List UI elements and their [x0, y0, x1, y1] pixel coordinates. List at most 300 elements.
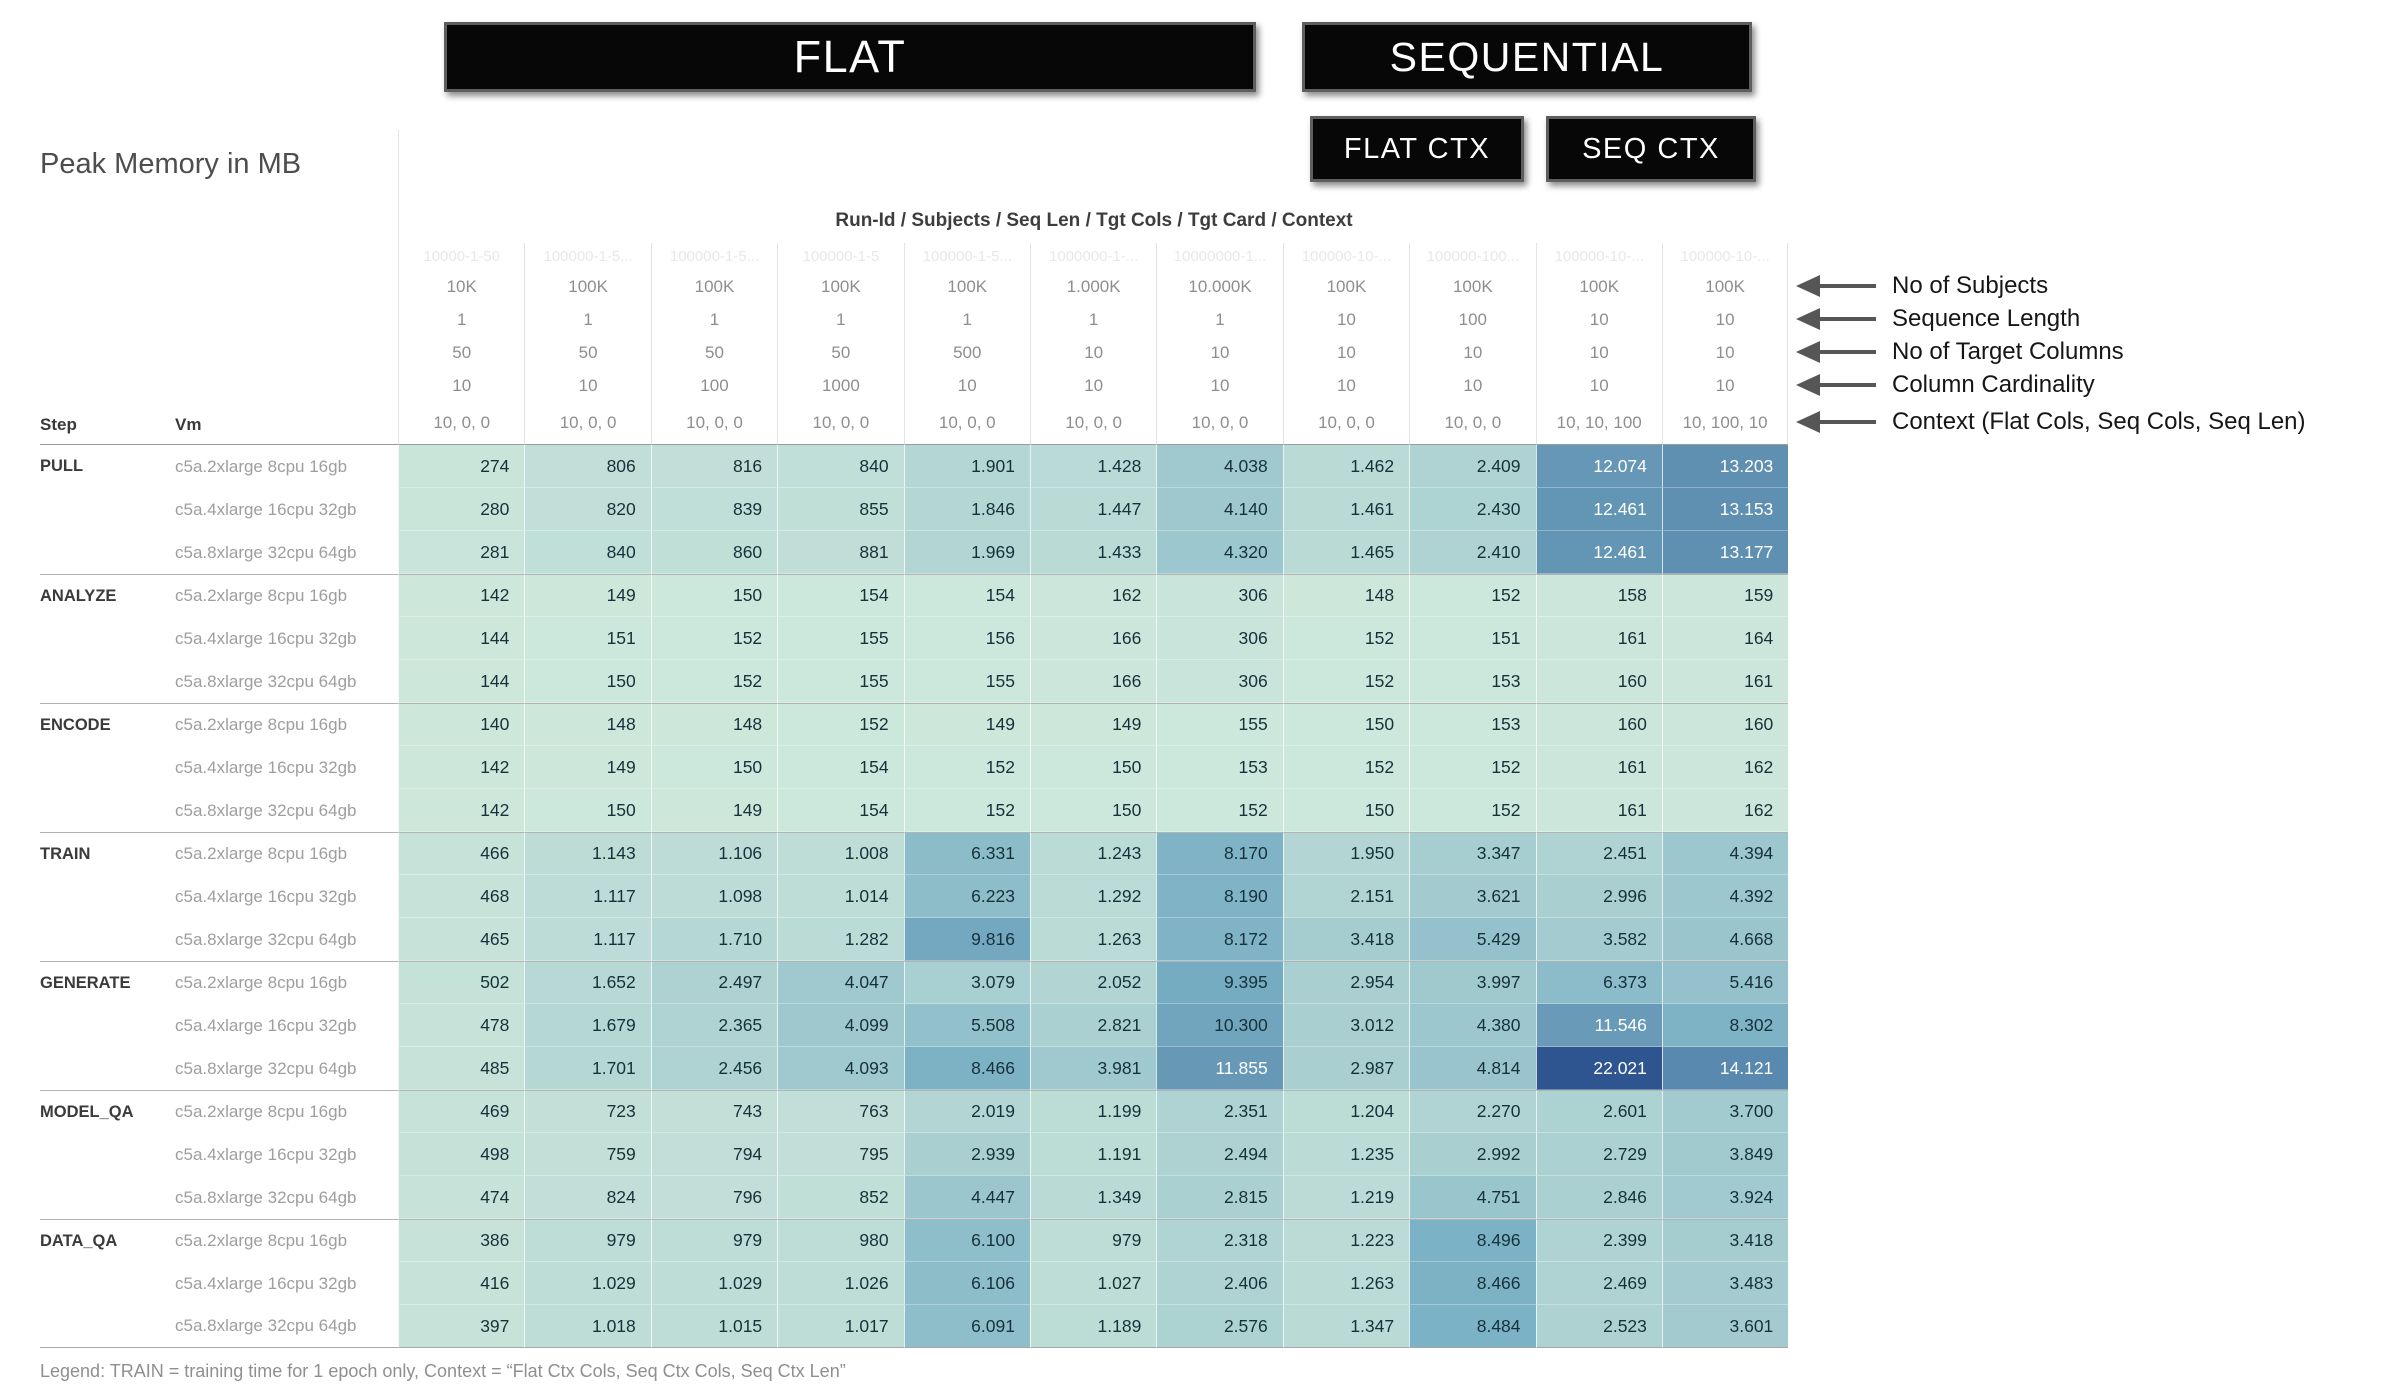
banner-flat-label: FLAT [793, 31, 907, 82]
heatmap-cell: 154 [777, 789, 903, 832]
heatmap-cell: 3.849 [1662, 1133, 1788, 1176]
vm-label: c5a.2xlarge 8cpu 16gb [175, 574, 398, 617]
heatmap-cell: 397 [398, 1305, 524, 1348]
step-label [40, 875, 175, 918]
heatmap-cell: 824 [524, 1176, 650, 1219]
column-header-tgt-card: 10 [1283, 369, 1409, 402]
heatmap-cell: 8.190 [1156, 875, 1282, 918]
column-header-seq-len: 10 [1283, 303, 1409, 336]
heatmap-cell: 144 [398, 617, 524, 660]
heatmap-cell: 12.461 [1536, 531, 1662, 574]
heatmap-cell: 1.263 [1030, 918, 1156, 961]
heatmap-cell: 1.219 [1283, 1176, 1409, 1219]
column-header-seq-len: 1 [524, 303, 650, 336]
heatmap-cell: 153 [1156, 746, 1282, 789]
heatmap-cell: 1.143 [524, 832, 650, 875]
heatmap-cell: 1.292 [1030, 875, 1156, 918]
vm-label: c5a.4xlarge 16cpu 32gb [175, 757, 357, 777]
banner-flat-ctx-label: FLAT CTX [1343, 132, 1491, 165]
heatmap-cell: 2.846 [1536, 1176, 1662, 1219]
heatmap-cell: 3.924 [1662, 1176, 1788, 1219]
column-header-subjects: 100K [1662, 270, 1788, 303]
heatmap-cell: 1.347 [1283, 1305, 1409, 1348]
column-header-run-id: 100000-10-... [1662, 243, 1788, 270]
heatmap-cell: 166 [1030, 617, 1156, 660]
heatmap-cell: 155 [777, 660, 903, 703]
column-header-tgt-cols: 10 [1283, 336, 1409, 369]
heatmap-cell: 469 [398, 1090, 524, 1133]
vm-label: c5a.4xlarge 16cpu 32gb [175, 1144, 357, 1164]
heatmap-cell: 1.018 [524, 1305, 650, 1348]
heatmap-cell: 4.392 [1662, 875, 1788, 918]
column-header-seq-len: 1 [904, 303, 1030, 336]
heatmap-cell: 465 [398, 918, 524, 961]
heatmap-cell: 6.331 [904, 832, 1030, 875]
vm-label: c5a.4xlarge 16cpu 32gb [175, 628, 357, 648]
heatmap-cell: 148 [1283, 574, 1409, 617]
column-header-tgt-cols: 50 [524, 336, 650, 369]
legend-text: Legend: TRAIN = training time for 1 epoch only, Context = “Flat Ctx Cols, Seq Ctx Cols, Seq Ctx Len” [40, 1361, 846, 1381]
column-header-seq-len: 10 [1662, 303, 1788, 336]
heatmap-cell: 8.484 [1409, 1305, 1535, 1348]
step-label: MODEL_QA [40, 1090, 175, 1133]
heatmap-cell: 8.466 [904, 1047, 1030, 1090]
heatmap-cell: 4.814 [1409, 1047, 1535, 1090]
heatmap-cell: 8.302 [1662, 1004, 1788, 1047]
annotation-label: Context (Flat Cols, Seq Cols, Seq Len) [1892, 408, 2306, 435]
column-header-seq-len: 1 [398, 303, 524, 336]
column-header-subjects: 10.000K [1156, 270, 1282, 303]
column-header-subjects: 100K [1409, 270, 1535, 303]
heatmap-cell: 759 [524, 1133, 650, 1176]
heatmap-cell: 149 [1030, 703, 1156, 746]
heatmap-cell: 274 [398, 445, 524, 488]
left-arrow-icon [1796, 411, 1876, 433]
column-header-tgt-cols: 50 [777, 336, 903, 369]
column-header-tgt-cols: 10 [1409, 336, 1535, 369]
step-label: DATA_QA [40, 1219, 175, 1262]
heatmap-cell: 474 [398, 1176, 524, 1219]
heatmap-cell: 2.939 [904, 1133, 1030, 1176]
page-title: Peak Memory in MB [40, 148, 302, 180]
column-header-tgt-cols: 10 [1662, 336, 1788, 369]
heatmap-cell: 161 [1536, 789, 1662, 832]
heatmap-cell: 150 [1030, 789, 1156, 832]
column-header-run-id: 10000-1-50 [398, 243, 524, 270]
heatmap-cell: 3.601 [1662, 1305, 1788, 1348]
heatmap-cell: 151 [1409, 617, 1535, 660]
header-spacer [175, 369, 398, 402]
heatmap-cell: 2.410 [1409, 531, 1535, 574]
heatmap-cell: 2.821 [1030, 1004, 1156, 1047]
heatmap-cell: 149 [524, 746, 650, 789]
heatmap-cell: 502 [398, 961, 524, 1004]
heatmap-cell: 1.710 [651, 918, 777, 961]
heatmap-cell: 795 [777, 1133, 903, 1176]
heatmap-cell: 1.223 [1283, 1219, 1409, 1262]
column-header-run-id: 10000000-1... [1156, 243, 1282, 270]
step-label [40, 1305, 175, 1348]
step-label [40, 1047, 175, 1090]
heatmap-cell: 4.038 [1156, 445, 1282, 488]
column-header-tgt-cols: 50 [651, 336, 777, 369]
heatmap-cell: 3.483 [1662, 1262, 1788, 1305]
heatmap-cell: 150 [651, 574, 777, 617]
vm-label: c5a.4xlarge 16cpu 32gb [175, 499, 357, 519]
heatmap-cell: 2.052 [1030, 961, 1156, 1004]
annotation-row-seq-len [1796, 303, 2080, 335]
column-header-context: 10, 0, 0 [1409, 402, 1535, 445]
column-header-seq-len: 10 [1536, 303, 1662, 336]
heatmap-cell: 159 [1662, 574, 1788, 617]
heatmap-cell: 1.461 [1283, 488, 1409, 531]
heatmap-cell: 6.223 [904, 875, 1030, 918]
heatmap-cell: 1.106 [651, 832, 777, 875]
heatmap-cell: 3.418 [1283, 918, 1409, 961]
heatmap-cell: 155 [904, 660, 1030, 703]
heatmap-cell: 979 [651, 1219, 777, 1262]
vm-column-header: Vm [175, 402, 398, 445]
heatmap-cell: 1.117 [524, 875, 650, 918]
heatmap-cell: 12.074 [1536, 445, 1662, 488]
heatmap-cell: 4.394 [1662, 832, 1788, 875]
heatmap-cell: 155 [777, 617, 903, 660]
heatmap-cell: 4.320 [1156, 531, 1282, 574]
heatmap-cell: 3.997 [1409, 961, 1535, 1004]
heatmap-cell: 152 [1409, 746, 1535, 789]
heatmap-cell: 306 [1156, 617, 1282, 660]
column-header-title: Run-Id / Subjects / Seq Len / Tgt Cols / Tgt Card / Context [835, 210, 1353, 231]
heatmap-cell: 4.751 [1409, 1176, 1535, 1219]
heatmap-cell: 1.969 [904, 531, 1030, 574]
heatmap-cell: 1.433 [1030, 531, 1156, 574]
step-label [40, 789, 175, 832]
heatmap-cell: 151 [524, 617, 650, 660]
heatmap-cell: 6.100 [904, 1219, 1030, 1262]
heatmap-cell: 8.170 [1156, 832, 1282, 875]
vm-label: c5a.4xlarge 16cpu 32gb [175, 1273, 357, 1293]
heatmap-cell: 160 [1536, 660, 1662, 703]
heatmap-cell: 2.987 [1283, 1047, 1409, 1090]
heatmap-cell: 162 [1662, 789, 1788, 832]
heatmap-cell: 1.652 [524, 961, 650, 1004]
heatmap-cell: 5.429 [1409, 918, 1535, 961]
heatmap-cell: 1.026 [777, 1262, 903, 1305]
heatmap-cell: 1.846 [904, 488, 1030, 531]
heatmap-cell: 2.456 [651, 1047, 777, 1090]
heatmap-cell: 2.351 [1156, 1090, 1282, 1133]
heatmap-cell: 806 [524, 445, 650, 488]
annotation-label: Sequence Length [1892, 305, 2081, 332]
header-spacer [40, 336, 175, 369]
column-header-run-id: 1000000-1-... [1030, 243, 1156, 270]
heatmap-cell: 1.447 [1030, 488, 1156, 531]
heatmap-cell: 3.347 [1409, 832, 1535, 875]
heatmap-cell: 142 [398, 789, 524, 832]
step-label: PULL [40, 457, 84, 475]
heatmap-cell: 142 [398, 574, 524, 617]
column-header-tgt-cols: 10 [1156, 336, 1282, 369]
vm-label: c5a.2xlarge 8cpu 16gb [175, 1219, 398, 1262]
column-header-subjects: 100K [651, 270, 777, 303]
column-header-tgt-card: 10 [524, 369, 650, 402]
column-header-tgt-cols: 10 [1030, 336, 1156, 369]
heatmap-cell: 164 [1662, 617, 1788, 660]
heatmap-cell: 12.461 [1536, 488, 1662, 531]
heatmap-cell: 152 [1283, 660, 1409, 703]
heatmap-cell: 1.027 [1030, 1262, 1156, 1305]
heatmap-cell: 2.497 [651, 961, 777, 1004]
vm-label: c5a.8xlarge 32cpu 64gb [175, 1058, 357, 1078]
heatmap-cell: 763 [777, 1090, 903, 1133]
heatmap-cell: 979 [524, 1219, 650, 1262]
heatmap-cell: 4.047 [777, 961, 903, 1004]
heatmap-cell: 2.954 [1283, 961, 1409, 1004]
step-label [40, 617, 175, 660]
vm-label: c5a.8xlarge 32cpu 64gb [175, 800, 357, 820]
vm-label: c5a.4xlarge 16cpu 32gb [175, 1015, 357, 1035]
column-header-context: 10, 0, 0 [904, 402, 1030, 445]
heatmap-cell: 152 [1409, 789, 1535, 832]
heatmap-cell: 2.729 [1536, 1133, 1662, 1176]
heatmap-cell: 1.204 [1283, 1090, 1409, 1133]
left-arrow-icon [1796, 341, 1876, 363]
heatmap-cell: 11.855 [1156, 1047, 1282, 1090]
heatmap-cell: 2.451 [1536, 832, 1662, 875]
heatmap-cell: 160 [1536, 703, 1662, 746]
column-header-run-id: 100000-1-5... [904, 243, 1030, 270]
heatmap-cell: 306 [1156, 574, 1282, 617]
banner-flat [444, 22, 1256, 92]
heatmap-cell: 5.508 [904, 1004, 1030, 1047]
heatmap-cell: 148 [651, 703, 777, 746]
column-header-context: 10, 0, 0 [1283, 402, 1409, 445]
heatmap-cell: 152 [651, 617, 777, 660]
banner-seq-ctx [1546, 116, 1756, 182]
heatmap-cell: 150 [1030, 746, 1156, 789]
heatmap-cell: 1.243 [1030, 832, 1156, 875]
heatmap-cell: 1.008 [777, 832, 903, 875]
column-header-run-id: 100000-1-5... [524, 243, 650, 270]
left-arrow-icon [1796, 275, 1876, 297]
heatmap-cell: 150 [524, 789, 650, 832]
heatmap-cell: 723 [524, 1090, 650, 1133]
annotation-row-tgt-card [1796, 369, 2095, 401]
heatmap-cell: 2.019 [904, 1090, 1030, 1133]
heatmap-cell: 881 [777, 531, 903, 574]
vm-label: c5a.2xlarge 8cpu 16gb [175, 832, 398, 875]
header-spacer [40, 270, 175, 303]
heatmap-cell: 150 [651, 746, 777, 789]
heatmap-cell: 820 [524, 488, 650, 531]
heatmap-cell: 8.466 [1409, 1262, 1535, 1305]
heatmap-cell: 6.106 [904, 1262, 1030, 1305]
heatmap-cell: 1.235 [1283, 1133, 1409, 1176]
heatmap-cell: 149 [904, 703, 1030, 746]
header-spacer [175, 336, 398, 369]
column-header-run-id: 100000-1-5... [651, 243, 777, 270]
vm-label: c5a.4xlarge 16cpu 32gb [175, 886, 357, 906]
heatmap-cell: 2.430 [1409, 488, 1535, 531]
column-header-subjects: 100K [524, 270, 650, 303]
vm-label: c5a.2xlarge 8cpu 16gb [175, 703, 398, 746]
banner-seq-ctx-label: SEQ CTX [1582, 132, 1720, 165]
column-header-context: 10, 0, 0 [398, 402, 524, 445]
heatmap-cell: 468 [398, 875, 524, 918]
header-spacer [40, 243, 175, 270]
heatmap-cell: 2.270 [1409, 1090, 1535, 1133]
heatmap-cell: 4.668 [1662, 918, 1788, 961]
heatmap-cell: 2.399 [1536, 1219, 1662, 1262]
heatmap-cell: 4.447 [904, 1176, 1030, 1219]
heatmap-cell: 485 [398, 1047, 524, 1090]
column-header-tgt-card: 10 [1030, 369, 1156, 402]
heatmap-cell: 149 [524, 574, 650, 617]
heatmap-cell: 1.029 [524, 1262, 650, 1305]
heatmap-cell: 416 [398, 1262, 524, 1305]
heatmap-cell: 4.140 [1156, 488, 1282, 531]
heatmap-cell: 166 [1030, 660, 1156, 703]
heatmap-cell: 14.121 [1662, 1047, 1788, 1090]
left-arrow-icon [1796, 308, 1876, 330]
heatmap-cell: 1.015 [651, 1305, 777, 1348]
heatmap-cell: 2.494 [1156, 1133, 1282, 1176]
annotation-label: No of Target Columns [1892, 338, 2124, 365]
heatmap-cell: 1.029 [651, 1262, 777, 1305]
vm-label: c5a.2xlarge 8cpu 16gb [175, 456, 348, 476]
header-spacer [175, 303, 398, 336]
heatmap-cell: 4.093 [777, 1047, 903, 1090]
column-header-tgt-card: 10 [1662, 369, 1788, 402]
heatmap-cell: 148 [524, 703, 650, 746]
heatmap-cell: 158 [1536, 574, 1662, 617]
heatmap-cell: 152 [1283, 617, 1409, 660]
header-divider-line [398, 130, 399, 244]
heatmap-cell: 2.365 [651, 1004, 777, 1047]
heatmap-cell: 3.621 [1409, 875, 1535, 918]
heatmap-cell: 161 [1536, 617, 1662, 660]
heatmap-cell: 794 [651, 1133, 777, 1176]
heatmap-cell: 4.380 [1409, 1004, 1535, 1047]
column-header-run-id: 100000-100... [1409, 243, 1535, 270]
heatmap-cell: 1.428 [1030, 445, 1156, 488]
heatmap-cell: 3.582 [1536, 918, 1662, 961]
step-label [40, 1133, 175, 1176]
heatmap-cell: 280 [398, 488, 524, 531]
step-label: TRAIN [40, 832, 175, 875]
step-label [40, 746, 175, 789]
column-header-tgt-card: 10 [1536, 369, 1662, 402]
annotation-row-subjects [1796, 270, 2048, 302]
vm-label: c5a.8xlarge 32cpu 64gb [175, 671, 357, 691]
vm-label: c5a.2xlarge 8cpu 16gb [175, 1090, 398, 1133]
column-header-subjects: 100K [904, 270, 1030, 303]
heatmap-cell: 10.300 [1156, 1004, 1282, 1047]
heatmap-cell: 162 [1662, 746, 1788, 789]
header-spacer [40, 369, 175, 402]
heatmap-cell: 1.901 [904, 445, 1030, 488]
heatmap-cell: 1.117 [524, 918, 650, 961]
table-header-grid [40, 243, 1788, 445]
heatmap-cell: 2.523 [1536, 1305, 1662, 1348]
heatmap-cell: 2.409 [1409, 445, 1535, 488]
column-header-context: 10, 0, 0 [1030, 402, 1156, 445]
heatmap-cell: 1.199 [1030, 1090, 1156, 1133]
heatmap-cell: 852 [777, 1176, 903, 1219]
table-body-grid [40, 445, 1788, 1348]
heatmap-cell: 855 [777, 488, 903, 531]
column-header-tgt-card: 10 [398, 369, 524, 402]
column-header-subjects: 1.000K [1030, 270, 1156, 303]
heatmap-cell: 306 [1156, 660, 1282, 703]
annotation-label: Column Cardinality [1892, 371, 2095, 398]
column-header-tgt-card: 100 [651, 369, 777, 402]
heatmap-cell: 1.462 [1283, 445, 1409, 488]
heatmap-cell: 152 [1283, 746, 1409, 789]
column-header-tgt-card: 1000 [777, 369, 903, 402]
heatmap-cell: 3.418 [1662, 1219, 1788, 1262]
heatmap-cell: 13.203 [1662, 445, 1788, 488]
heatmap-cell: 6.091 [904, 1305, 1030, 1348]
heatmap-cell: 2.601 [1536, 1090, 1662, 1133]
heatmap-cell: 154 [777, 574, 903, 617]
heatmap-cell: 153 [1409, 703, 1535, 746]
column-header-tgt-card: 10 [904, 369, 1030, 402]
heatmap-cell: 860 [651, 531, 777, 574]
heatmap-cell: 386 [398, 1219, 524, 1262]
vm-label: c5a.2xlarge 8cpu 16gb [175, 961, 398, 1004]
header-spacer [175, 270, 398, 303]
vm-label: c5a.8xlarge 32cpu 64gb [175, 929, 357, 949]
heatmap-cell: 796 [651, 1176, 777, 1219]
heatmap-cell: 478 [398, 1004, 524, 1047]
step-label: ENCODE [40, 703, 175, 746]
heatmap-cell: 11.546 [1536, 1004, 1662, 1047]
heatmap-cell: 9.395 [1156, 961, 1282, 1004]
heatmap-cell: 1.950 [1283, 832, 1409, 875]
heatmap-cell: 161 [1536, 746, 1662, 789]
column-header-subjects: 10K [398, 270, 524, 303]
step-label [40, 531, 175, 574]
heatmap-cell: 1.263 [1283, 1262, 1409, 1305]
annotation-row-tgt-cols [1796, 336, 2124, 368]
heatmap-cell: 150 [1283, 703, 1409, 746]
column-header-context: 10, 0, 0 [524, 402, 650, 445]
heatmap-cell: 9.816 [904, 918, 1030, 961]
heatmap-cell: 1.282 [777, 918, 903, 961]
heatmap-cell: 3.700 [1662, 1090, 1788, 1133]
header-spacer [175, 243, 398, 270]
heatmap-cell: 1.189 [1030, 1305, 1156, 1348]
banner-sequential [1302, 22, 1752, 92]
heatmap-cell: 2.469 [1536, 1262, 1662, 1305]
vm-label: c5a.8xlarge 32cpu 64gb [175, 1305, 398, 1348]
heatmap-cell: 152 [1409, 574, 1535, 617]
column-header-run-id: 100000-10-... [1283, 243, 1409, 270]
heatmap-cell: 839 [651, 488, 777, 531]
heatmap-cell: 1.465 [1283, 531, 1409, 574]
heatmap-cell: 153 [1409, 660, 1535, 703]
column-header-tgt-cols: 10 [1536, 336, 1662, 369]
heatmap-cell: 156 [904, 617, 1030, 660]
heatmap-cell: 161 [1662, 660, 1788, 703]
step-label [40, 1262, 175, 1305]
heatmap-cell: 2.996 [1536, 875, 1662, 918]
heatmap-cell: 142 [398, 746, 524, 789]
column-header-subjects: 100K [1536, 270, 1662, 303]
column-header-context: 10, 0, 0 [651, 402, 777, 445]
heatmap-cell: 2.992 [1409, 1133, 1535, 1176]
